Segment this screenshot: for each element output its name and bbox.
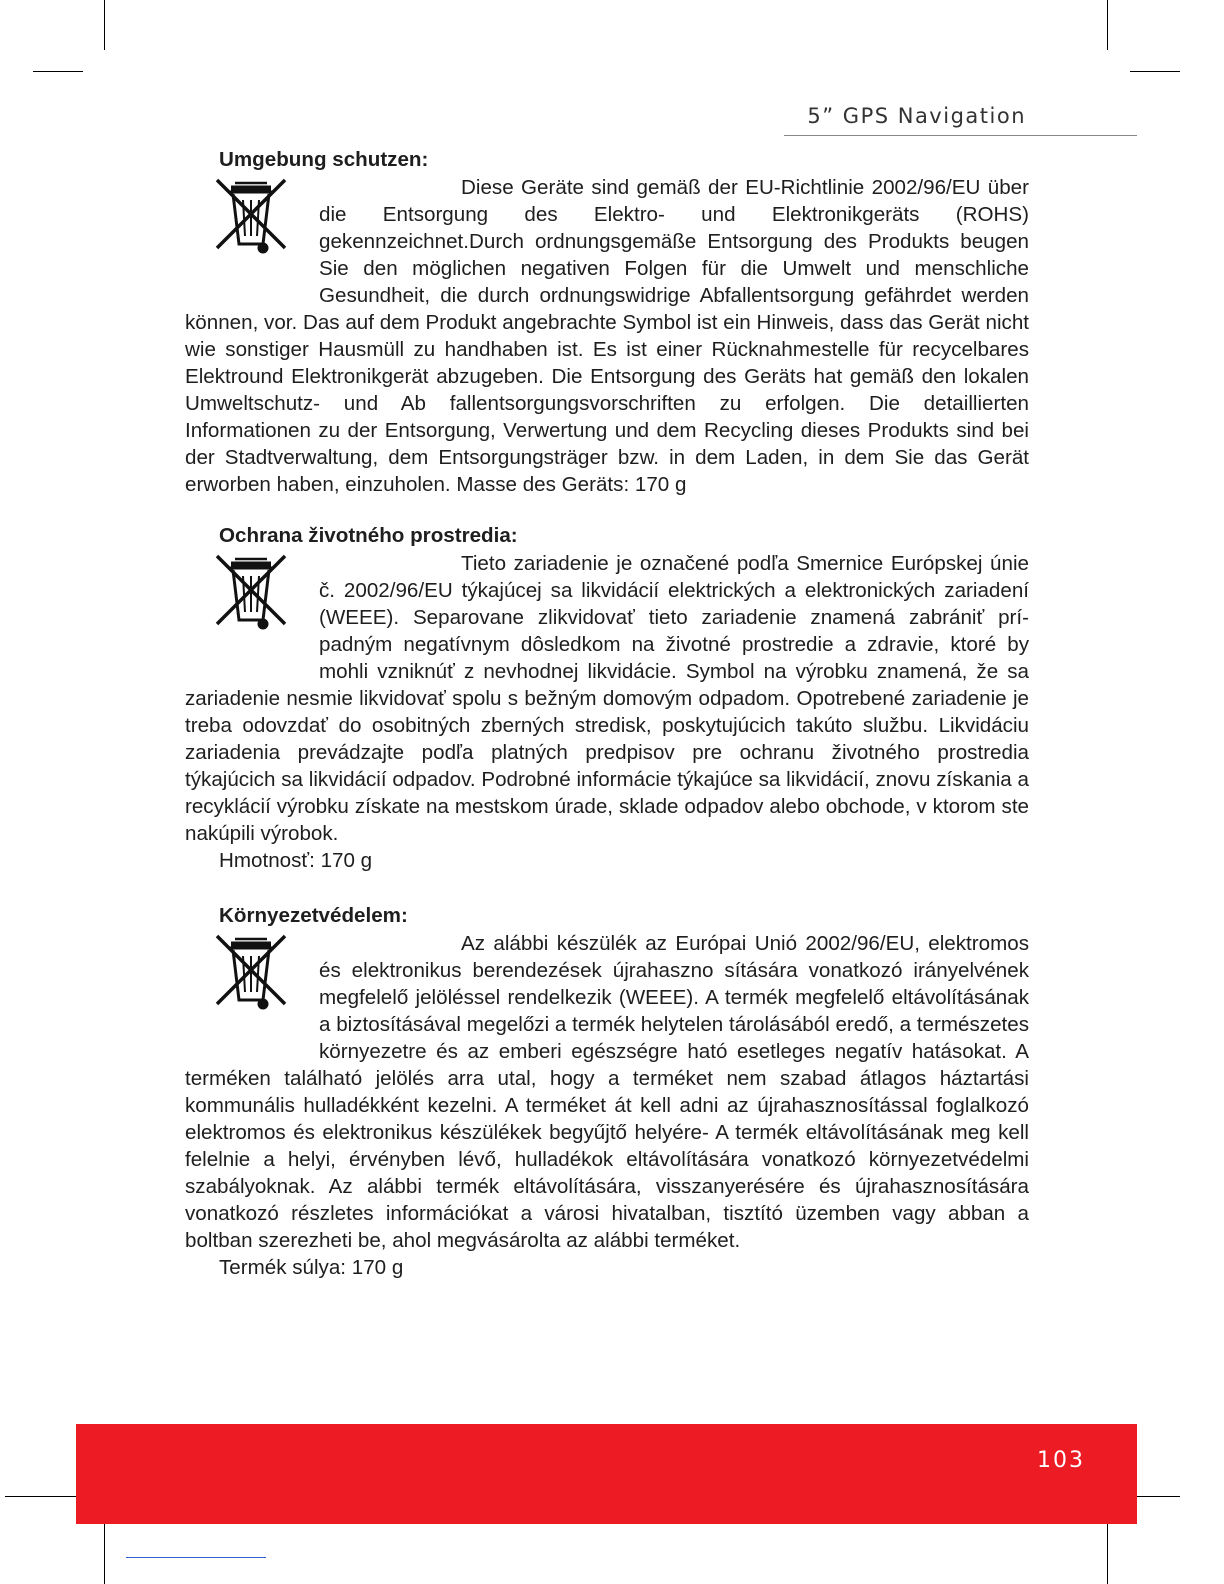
crossed-out-wheelie-bin-icon (213, 554, 307, 662)
footer-bar (76, 1424, 1137, 1524)
crop-mark (33, 71, 83, 72)
section-heading: Környezetvédelem: (219, 904, 408, 927)
weight-line: Hmotnosť: 170 g (219, 849, 373, 872)
crop-mark (5, 1496, 85, 1497)
section-heading: Umgebung schutzen: (219, 148, 429, 171)
section-paragraph: Tieto zariadenie je označené podľa Smernice Európskej únie č. 2002/96/EU týkajúcej sa likvidácií elektrických a elektronických zariadení (WEEE). Separovane zlikvidovať tieto zariadenie znamená zabrániť prípadným negatívnym dôsledkom na životné prostredie a zdravie, ktoré by mohli vzniknúť z nevhodnej likvidácie. Symbol na výrobku znamená, že sa zariadenie nesmie likvidovať spolu s bežným domovým odpadom. Opotrebené zariadenie je treba odovzdať do osobitných zberných stredisk, poskytujúcich takúto službu. Likvidáciu zariadenia prevádzajte podľa platných predpisov pre ochranu životného prostredia týkajúcich sa likvidácií odpadov. Podrobné informácie týkajúce sa likvidácií, znovu získania a recyklácií výrobku získate na mestskom úrade, sklade odpadov alebo obchode, v ktorom ste nakúpili výrobok. (185, 552, 1029, 845)
section-heading: Ochrana životného prostredia: (219, 524, 518, 547)
crossed-out-wheelie-bin-icon (213, 934, 307, 1042)
crop-mark (104, 0, 105, 50)
crop-mark (104, 1518, 105, 1584)
crop-mark (1130, 71, 1180, 72)
section-german (185, 146, 1029, 498)
section-paragraph: Az alábbi készülék az Európai Unió 2002/96/EU, elektromos és elektronikus berendezések újrahaszno sítására vonatkozó irányelvének megfelelő jelöléssel rendelkezik (WEEE). A termék megfelelő eltávolításának a biztosításával megelőzi a termék helytelen tárolásából eredő, a természetes környezetre és az emberi egészségre ható esetleges negatív hatásokat. A terméken található jelölés arra utal, hogy a terméket nem szabad átlagos háztartási kommunális hulladékként kezelni. A terméket át kell adni az újrahasznosítással foglalkozó elektromos és elektronikus készülékek begyűjtő helyére- A termék eltávolításának meg kell felelnie a helyi, érvényben lévő, hulladékok eltávolítására vonatkozó környezetvédelmi szabályoknak. Az alábbi termék eltávolítására, visszanyerésére és újrahasznosítására vonatkozó részletes információkat a városi hivatalban, tisztító üzemben vagy abban a boltban szerezheti be, ahol megvásárolta az alábbi terméket. (185, 932, 1029, 1252)
section-paragraph: Diese Geräte sind gemäß der EU-Richtlinie 2002/96/EU über die Entsorgung des Elektro- und Elektronikgeräts (ROHS) gekennzeichnet.Durch ordnungsgemäße Entsorgung des Produkts beugen Sie den möglichen negativen Folgen für die Umwelt und menschliche Gesundheit, die durch ordnungswidrige Abfallentsorgung gefährdet werden können, vor. Das auf dem Produkt angebrachte Symbol ist ein Hinweis, dass das Gerät nicht wie sonstiger Hausmüll zu handhaben ist. Es ist einer Rücknahmestelle für recycelbares Elektround Elektronikgerät abzugeben. Die Entsorgung des Geräts hat gemäß den lokalen Umweltschutz- und Ab fallentsorgungsvorschriften zu erfolgen. Die detaillierten Informationen zu der Entsorgung, Verwertung und dem Recycling dieses Produkts sind bei der Stadtverwaltung, dem Entsorgungsträger bzw. in dem Laden, in dem Sie das Gerät erworben haben, einzuholen. Masse des Geräts: 170 g (185, 176, 1029, 496)
header-title: 5” GPS Navigation (807, 104, 1026, 128)
section-slovak (185, 522, 1029, 874)
weight-line: Termék súlya: 170 g (219, 1256, 404, 1279)
section-hungarian (185, 902, 1029, 1281)
link-underline (126, 1557, 266, 1558)
header-rule (784, 135, 1137, 136)
crossed-out-wheelie-bin-icon (213, 178, 307, 286)
crop-mark (1130, 1496, 1180, 1497)
crop-mark (1107, 1518, 1108, 1584)
page-number: 103 (1037, 1448, 1085, 1473)
crop-mark (1107, 0, 1108, 50)
